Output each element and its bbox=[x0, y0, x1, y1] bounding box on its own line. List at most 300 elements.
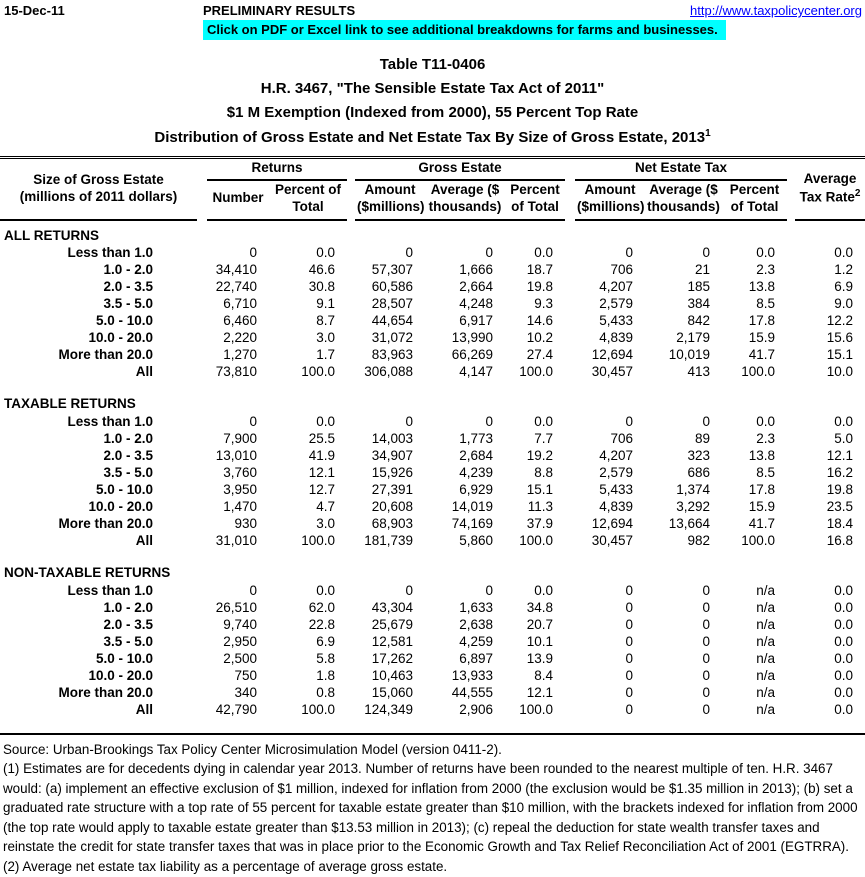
cell-value: 100.0 bbox=[301, 532, 336, 548]
column-gap bbox=[787, 684, 795, 701]
cell-value: 842 bbox=[687, 312, 711, 328]
column-gap bbox=[347, 312, 355, 329]
footnote-ref-1: 1 bbox=[705, 128, 711, 139]
cell-value: 17.8 bbox=[748, 481, 776, 497]
cell-value: 2.3 bbox=[756, 430, 776, 446]
table-row bbox=[0, 701, 865, 718]
cell-value: 0 bbox=[625, 582, 634, 598]
cell-value: 11.3 bbox=[527, 498, 554, 514]
cell-value: 15.9 bbox=[748, 498, 776, 514]
table-row bbox=[0, 532, 865, 549]
footnote-ref-2: 2 bbox=[854, 188, 861, 200]
cell-value: 1,773 bbox=[459, 430, 494, 446]
cell-value: 10,463 bbox=[371, 667, 414, 683]
cell-value: 12.2 bbox=[826, 312, 854, 328]
table-row bbox=[0, 295, 865, 312]
cell-value: 1,270 bbox=[223, 346, 257, 362]
cell-value: 1,470 bbox=[223, 498, 257, 514]
cell-value: 0.0 bbox=[756, 244, 776, 260]
column-gap bbox=[787, 158, 795, 220]
cell-value: 15,926 bbox=[371, 464, 414, 480]
cell-value: 0 bbox=[405, 244, 414, 260]
cell-value: 1,374 bbox=[676, 481, 711, 497]
table-row bbox=[0, 599, 865, 616]
cell-value: 3,950 bbox=[223, 481, 257, 497]
col-header-average-tax-rate bbox=[795, 158, 865, 220]
cell-value: 6,917 bbox=[459, 312, 494, 328]
cell-value: 2,220 bbox=[223, 329, 257, 345]
cell-value: 68,903 bbox=[371, 515, 414, 531]
cell-value: 0 bbox=[249, 244, 257, 260]
cell-value: 15,060 bbox=[371, 684, 414, 700]
column-gap bbox=[787, 430, 795, 447]
cell-value: 0 bbox=[625, 616, 634, 632]
cell-value: 8.5 bbox=[756, 464, 776, 480]
column-gap bbox=[197, 599, 207, 616]
cell-value: 1,633 bbox=[459, 599, 494, 615]
table-row bbox=[0, 481, 865, 498]
cell-value: 26,510 bbox=[215, 599, 257, 615]
cell-value: 100.0 bbox=[741, 363, 776, 379]
table-row bbox=[0, 464, 865, 481]
cell-value: 0.0 bbox=[756, 413, 776, 429]
column-gap bbox=[565, 532, 575, 549]
row-label: 1.0 - 2.0 bbox=[103, 261, 153, 277]
row-label: 10.0 - 20.0 bbox=[88, 667, 153, 683]
column-gap bbox=[197, 515, 207, 532]
cell-value: 19.8 bbox=[826, 481, 854, 497]
cell-value: 34.8 bbox=[526, 599, 554, 615]
cell-value: 10,019 bbox=[668, 346, 711, 362]
column-gap bbox=[565, 312, 575, 329]
section-gap bbox=[0, 380, 865, 395]
banner-row bbox=[203, 20, 865, 40]
cell-value: 20,608 bbox=[371, 498, 414, 514]
cell-value: 2,950 bbox=[223, 633, 257, 649]
table-row bbox=[0, 684, 865, 701]
cell-value: 17.8 bbox=[748, 312, 776, 328]
cell-value: 9.0 bbox=[834, 295, 854, 311]
column-gap bbox=[347, 599, 355, 616]
cell-value: 19.2 bbox=[526, 447, 554, 463]
cell-value: 20.7 bbox=[526, 616, 554, 632]
column-gap bbox=[787, 582, 795, 599]
column-gap bbox=[197, 413, 207, 430]
column-gap bbox=[787, 346, 795, 363]
column-gap bbox=[197, 261, 207, 278]
cell-value: 10.0 bbox=[826, 363, 854, 379]
table-body bbox=[0, 220, 865, 733]
table-number-title: Table T11-0406 bbox=[379, 56, 486, 73]
column-gap bbox=[565, 295, 575, 312]
cell-value: 8.5 bbox=[756, 295, 776, 311]
table-row bbox=[0, 363, 865, 380]
cell-value: 13,990 bbox=[451, 329, 494, 345]
column-gap bbox=[787, 244, 795, 261]
col-header-returns-number: Number bbox=[207, 180, 269, 220]
cell-value: 16.2 bbox=[826, 464, 854, 480]
table-row bbox=[0, 616, 865, 633]
column-gap bbox=[347, 261, 355, 278]
cell-value: n/a bbox=[756, 633, 776, 649]
cell-value: 0 bbox=[625, 599, 634, 615]
column-gap bbox=[347, 430, 355, 447]
section-gap-row bbox=[0, 549, 865, 564]
row-label: More than 20.0 bbox=[58, 684, 153, 700]
cell-value: 42,790 bbox=[215, 701, 257, 717]
cell-value: 706 bbox=[610, 430, 634, 446]
cell-value: 30,457 bbox=[591, 532, 634, 548]
section-gap-row bbox=[0, 380, 865, 395]
cell-value: 2,906 bbox=[459, 701, 494, 717]
row-label: 5.0 - 10.0 bbox=[95, 481, 153, 497]
cell-value: 0 bbox=[625, 650, 634, 666]
group-header-gross-estate: Gross Estate bbox=[355, 158, 565, 180]
cell-value: 181,739 bbox=[364, 532, 414, 548]
column-gap bbox=[347, 701, 355, 718]
cell-value: 41.7 bbox=[748, 515, 776, 531]
cell-value: n/a bbox=[756, 650, 776, 666]
cell-value: 12,694 bbox=[591, 515, 634, 531]
cell-value: 3.0 bbox=[316, 515, 336, 531]
cell-value: 124,349 bbox=[364, 701, 414, 717]
column-gap bbox=[197, 481, 207, 498]
cell-value: 5.0 bbox=[834, 430, 854, 446]
cell-value: 100.0 bbox=[519, 363, 554, 379]
table-row bbox=[0, 633, 865, 650]
column-gap bbox=[347, 158, 355, 220]
row-label: 3.5 - 5.0 bbox=[103, 295, 153, 311]
cell-value: 3.0 bbox=[316, 329, 336, 345]
column-gap bbox=[347, 481, 355, 498]
pdf-excel-banner: Click on PDF or Excel link to see additional breakdowns for farms and businesses. bbox=[203, 20, 726, 40]
average-tax-rate-text: Average Tax Rate bbox=[799, 171, 857, 205]
cell-value: 0.0 bbox=[834, 701, 854, 717]
column-gap bbox=[787, 329, 795, 346]
column-gap bbox=[787, 278, 795, 295]
cell-value: 0 bbox=[625, 667, 634, 683]
top-bar bbox=[0, 0, 865, 18]
cell-value: n/a bbox=[756, 667, 776, 683]
column-gap bbox=[347, 295, 355, 312]
row-label: 2.0 - 3.5 bbox=[103, 616, 153, 632]
preliminary-results-label: PRELIMINARY RESULTS bbox=[203, 3, 356, 18]
cell-value: n/a bbox=[756, 582, 776, 598]
cell-value: 57,307 bbox=[371, 261, 414, 277]
cell-value: 17,262 bbox=[371, 650, 414, 666]
row-label: 10.0 - 20.0 bbox=[88, 498, 153, 514]
column-gap bbox=[787, 599, 795, 616]
column-gap bbox=[787, 312, 795, 329]
column-gap bbox=[347, 515, 355, 532]
column-gap bbox=[197, 346, 207, 363]
column-gap bbox=[565, 244, 575, 261]
col-header-returns-percent: Percent of Total bbox=[269, 180, 347, 220]
table-row bbox=[0, 278, 865, 295]
column-gap bbox=[565, 498, 575, 515]
cell-value: 15.1 bbox=[526, 481, 554, 497]
column-gap bbox=[565, 616, 575, 633]
section-gap bbox=[0, 718, 865, 733]
cell-value: 0.0 bbox=[834, 684, 854, 700]
row-label: All bbox=[135, 532, 153, 548]
table-row bbox=[0, 413, 865, 430]
cell-value: n/a bbox=[756, 701, 776, 717]
section-title: NON-TAXABLE RETURNS bbox=[4, 565, 171, 581]
cell-value: 0.8 bbox=[316, 684, 336, 700]
cell-value: 15.1 bbox=[826, 346, 854, 362]
row-label: 3.5 - 5.0 bbox=[103, 464, 153, 480]
cell-value: 4,839 bbox=[599, 498, 634, 514]
cell-value: 89 bbox=[695, 430, 711, 446]
cell-value: 13.8 bbox=[748, 447, 776, 463]
cell-value: 31,010 bbox=[215, 532, 257, 548]
column-gap bbox=[197, 363, 207, 380]
cell-value: 27,391 bbox=[371, 481, 414, 497]
column-gap bbox=[197, 158, 207, 220]
cell-value: 0.0 bbox=[834, 413, 854, 429]
table-row bbox=[0, 430, 865, 447]
cell-value: 12,694 bbox=[591, 346, 634, 362]
table-header bbox=[0, 158, 865, 220]
row-label: 10.0 - 20.0 bbox=[88, 329, 153, 345]
table-row bbox=[0, 515, 865, 532]
taxpolicycenter-link[interactable]: http://www.taxpolicycenter.org bbox=[690, 3, 862, 18]
cell-value: 14,019 bbox=[451, 498, 494, 514]
column-gap bbox=[197, 582, 207, 599]
cell-value: 0 bbox=[702, 616, 711, 632]
cell-value: 41.9 bbox=[308, 447, 336, 463]
column-gap bbox=[565, 650, 575, 667]
cell-value: 66,269 bbox=[451, 346, 494, 362]
cell-value: 0 bbox=[702, 684, 711, 700]
cell-value: 384 bbox=[687, 295, 711, 311]
cell-value: 0 bbox=[702, 582, 711, 598]
column-gap bbox=[347, 684, 355, 701]
row-label: All bbox=[135, 701, 153, 717]
cell-value: 0.0 bbox=[834, 650, 854, 666]
column-gap bbox=[565, 464, 575, 481]
cell-value: 31,072 bbox=[371, 329, 414, 345]
cell-value: 1.7 bbox=[316, 346, 336, 362]
footnote: Source: Urban-Brookings Tax Policy Center Microsimulation Model (version 0411-2). bbox=[3, 741, 502, 757]
cell-value: 8.7 bbox=[316, 312, 336, 328]
cell-value: 0.0 bbox=[316, 413, 336, 429]
cell-value: 982 bbox=[687, 532, 711, 548]
cell-value: 0.0 bbox=[834, 244, 854, 260]
table-row bbox=[0, 498, 865, 515]
cell-value: 750 bbox=[234, 667, 257, 683]
column-gap bbox=[197, 532, 207, 549]
cell-value: 10.2 bbox=[526, 329, 554, 345]
row-label: Less than 1.0 bbox=[67, 244, 153, 260]
cell-value: 46.6 bbox=[308, 261, 336, 277]
cell-value: 4.7 bbox=[316, 498, 336, 514]
column-gap bbox=[787, 464, 795, 481]
cell-value: n/a bbox=[756, 616, 776, 632]
report-date: 15-Dec-11 bbox=[4, 3, 65, 18]
table-row bbox=[0, 261, 865, 278]
cell-value: 7.7 bbox=[534, 430, 554, 446]
column-gap bbox=[347, 532, 355, 549]
column-gap bbox=[787, 650, 795, 667]
column-gap bbox=[787, 447, 795, 464]
cell-value: 3,760 bbox=[223, 464, 257, 480]
table-row bbox=[0, 582, 865, 599]
cell-value: 73,810 bbox=[215, 363, 257, 379]
cell-value: 0 bbox=[702, 244, 711, 260]
column-gap bbox=[347, 329, 355, 346]
cell-value: 6,460 bbox=[223, 312, 257, 328]
cell-value: 2,500 bbox=[223, 650, 257, 666]
column-gap bbox=[197, 312, 207, 329]
column-gap bbox=[565, 515, 575, 532]
distribution-title bbox=[0, 128, 865, 146]
cell-value: 62.0 bbox=[308, 599, 336, 615]
column-gap bbox=[197, 633, 207, 650]
cell-value: 1,666 bbox=[459, 261, 494, 277]
column-gap bbox=[565, 430, 575, 447]
cell-value: 0 bbox=[249, 413, 257, 429]
cell-value: 22.8 bbox=[308, 616, 336, 632]
cell-value: 4,207 bbox=[599, 447, 634, 463]
column-gap bbox=[565, 363, 575, 380]
row-label: 3.5 - 5.0 bbox=[103, 633, 153, 649]
column-gap bbox=[197, 278, 207, 295]
cell-value: 6,897 bbox=[459, 650, 494, 666]
cell-value: 13,933 bbox=[451, 667, 494, 683]
cell-value: 0.0 bbox=[834, 633, 854, 649]
cell-value: 0 bbox=[625, 633, 634, 649]
cell-value: 83,963 bbox=[371, 346, 414, 362]
column-gap bbox=[347, 447, 355, 464]
cell-value: 4,839 bbox=[599, 329, 634, 345]
cell-value: 686 bbox=[687, 464, 711, 480]
column-gap bbox=[787, 532, 795, 549]
footnotes bbox=[0, 740, 865, 877]
cell-value: 25.5 bbox=[308, 430, 336, 446]
cell-value: 0 bbox=[625, 684, 634, 700]
col-header-size-of-gross-estate: Size of Gross Estate (millions of 2011 dollars) bbox=[0, 158, 197, 220]
cell-value: 25,679 bbox=[371, 616, 414, 632]
column-gap bbox=[787, 295, 795, 312]
cell-value: 28,507 bbox=[371, 295, 414, 311]
cell-value: 9,740 bbox=[223, 616, 257, 632]
row-label: 2.0 - 3.5 bbox=[103, 447, 153, 463]
footnote: (2) Average net estate tax liability as a percentage of average gross estate. bbox=[3, 858, 448, 874]
column-gap bbox=[565, 329, 575, 346]
column-gap bbox=[197, 447, 207, 464]
cell-value: 5,433 bbox=[599, 312, 634, 328]
cell-value: 185 bbox=[687, 278, 711, 294]
cell-value: 41.7 bbox=[748, 346, 776, 362]
column-gap bbox=[787, 481, 795, 498]
cell-value: 0 bbox=[249, 582, 257, 598]
cell-value: 18.4 bbox=[826, 515, 854, 531]
section-header-row bbox=[0, 395, 865, 413]
column-gap bbox=[565, 582, 575, 599]
cell-value: 21 bbox=[695, 261, 711, 277]
column-gap bbox=[787, 498, 795, 515]
cell-value: 100.0 bbox=[741, 532, 776, 548]
column-gap bbox=[347, 464, 355, 481]
cell-value: 13.8 bbox=[748, 278, 776, 294]
cell-value: 14,003 bbox=[371, 430, 414, 446]
row-label: More than 20.0 bbox=[58, 346, 153, 362]
cell-value: 10.1 bbox=[526, 633, 554, 649]
column-gap bbox=[197, 650, 207, 667]
cell-value: 2,684 bbox=[459, 447, 494, 463]
cell-value: 0.0 bbox=[834, 599, 854, 615]
cell-value: 30.8 bbox=[308, 278, 336, 294]
group-header-net-estate-tax: Net Estate Tax bbox=[575, 158, 787, 180]
cell-value: 0 bbox=[702, 667, 711, 683]
cell-value: 43,304 bbox=[371, 599, 414, 615]
cell-value: 100.0 bbox=[519, 532, 554, 548]
cell-value: 4,207 bbox=[599, 278, 634, 294]
cell-value: 930 bbox=[234, 515, 257, 531]
row-label: All bbox=[135, 363, 153, 379]
col-header-net-average: Average ($ thousands) bbox=[645, 180, 722, 220]
cell-value: n/a bbox=[756, 599, 776, 615]
cell-value: 2,579 bbox=[599, 295, 634, 311]
cell-value: 12.1 bbox=[526, 684, 554, 700]
cell-value: 19.8 bbox=[526, 278, 554, 294]
cell-value: 4,248 bbox=[459, 295, 494, 311]
column-gap bbox=[787, 413, 795, 430]
cell-value: 13,664 bbox=[668, 515, 711, 531]
cell-value: 6,710 bbox=[223, 295, 257, 311]
column-gap bbox=[347, 498, 355, 515]
section-title: TAXABLE RETURNS bbox=[4, 396, 136, 412]
column-gap bbox=[197, 244, 207, 261]
cell-value: 0.0 bbox=[316, 582, 336, 598]
cell-value: 0.0 bbox=[834, 582, 854, 598]
cell-value: 12.7 bbox=[308, 481, 336, 497]
cell-value: 2,638 bbox=[459, 616, 494, 632]
cell-value: 15.6 bbox=[826, 329, 854, 345]
row-label: Less than 1.0 bbox=[67, 582, 153, 598]
col-header-net-percent: Percent of Total bbox=[722, 180, 787, 220]
cell-value: 6,929 bbox=[459, 481, 494, 497]
cell-value: 44,555 bbox=[451, 684, 494, 700]
cell-value: 0 bbox=[485, 582, 494, 598]
cell-value: 8.4 bbox=[534, 667, 554, 683]
column-gap bbox=[197, 684, 207, 701]
cell-value: 0.0 bbox=[534, 244, 554, 260]
group-header-returns: Returns bbox=[207, 158, 347, 180]
cell-value: 0 bbox=[702, 633, 711, 649]
cell-value: 706 bbox=[610, 261, 634, 277]
cell-value: 44,654 bbox=[371, 312, 414, 328]
column-gap bbox=[787, 363, 795, 380]
table-row bbox=[0, 346, 865, 363]
cell-value: 0.0 bbox=[316, 244, 336, 260]
cell-value: 0 bbox=[702, 701, 711, 717]
row-label: 1.0 - 2.0 bbox=[103, 430, 153, 446]
cell-value: 5.8 bbox=[316, 650, 336, 666]
cell-value: 3,292 bbox=[676, 498, 711, 514]
column-gap bbox=[565, 261, 575, 278]
column-gap bbox=[347, 650, 355, 667]
estate-tax-table bbox=[0, 156, 865, 733]
column-gap bbox=[197, 616, 207, 633]
distribution-title-text: Distribution of Gross Estate and Net Estate Tax By Size of Gross Estate, 2013 bbox=[154, 129, 706, 146]
cell-value: 1.2 bbox=[834, 261, 854, 277]
row-label: 1.0 - 2.0 bbox=[103, 599, 153, 615]
column-gap bbox=[565, 481, 575, 498]
column-gap bbox=[347, 346, 355, 363]
